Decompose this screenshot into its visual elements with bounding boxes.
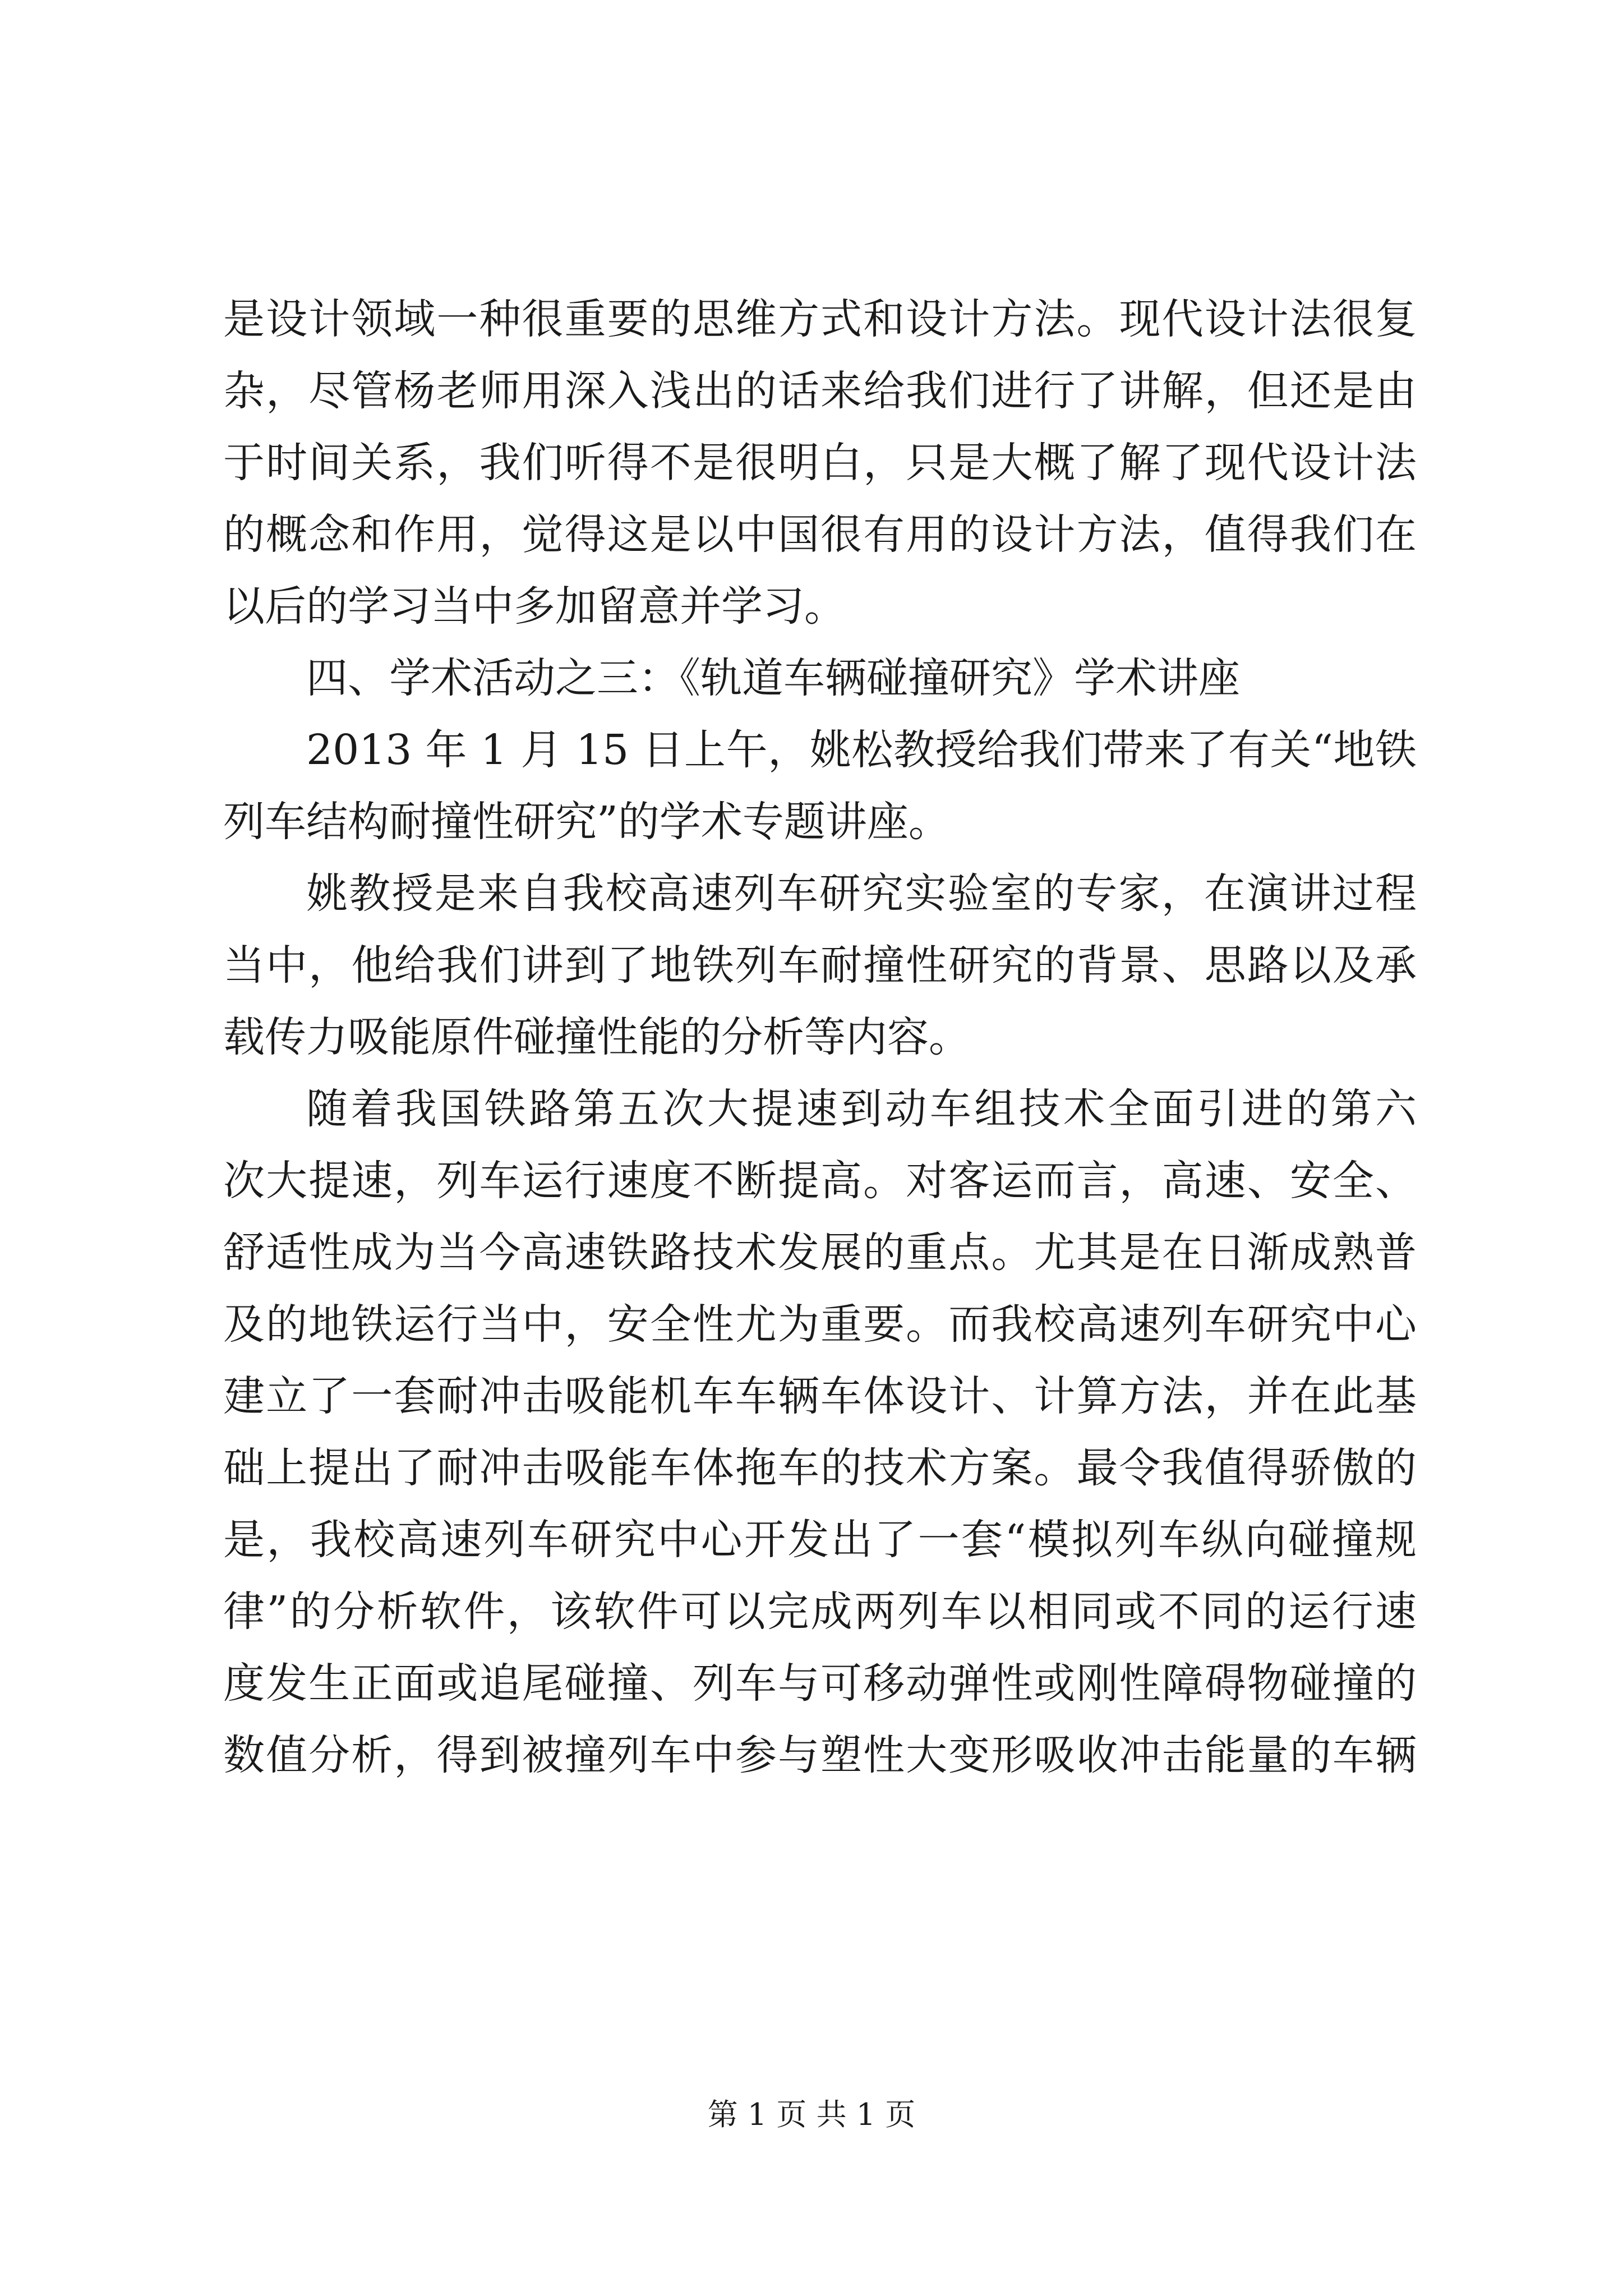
text-line: 是，我校高速列车研究中心开发出了一套“模拟列车纵向碰撞规 bbox=[223, 1516, 1417, 1564]
text-line: 次大提速，列车运行速度不断提高。对客运而言，高速、安全、 bbox=[223, 1157, 1417, 1205]
text-line: 及的地铁运行当中，安全性尤为重要。而我校高速列车研究中心 bbox=[223, 1300, 1417, 1349]
text-line: 列车结构耐撞性研究”的学术专题讲座。 bbox=[223, 798, 950, 846]
section-heading: 四、学术活动之三：《轨道车辆碰撞研究》学术讲座 bbox=[306, 654, 1240, 702]
text-line: 建立了一套耐冲击吸能机车车辆车体设计、计算方法，并在此基 bbox=[223, 1372, 1417, 1420]
text-line: 是设计领域一种很重要的思维方式和设计方法。现代设计法很复 bbox=[223, 295, 1417, 343]
text-line: 数值分析，得到被撞列车中参与塑性大变形吸收冲击能量的车辆 bbox=[223, 1731, 1417, 1779]
text-line: 以后的学习当中多加留意并学习。 bbox=[223, 582, 846, 631]
text-line: 随着我国铁路第五次大提速到动车组技术全面引进的第六 bbox=[306, 1085, 1417, 1133]
text-line: 当中，他给我们讲到了地铁列车耐撞性研究的背景、思路以及承 bbox=[223, 941, 1417, 990]
text-line: 载传力吸能原件碰撞性能的分析等内容。 bbox=[223, 1013, 970, 1061]
body-text bbox=[223, 283, 1417, 1791]
text-line: 姚教授是来自我校高速列车研究实验室的专家，在演讲过程 bbox=[306, 869, 1417, 918]
text-line: 于时间关系，我们听得不是很明白，只是大概了解了现代设计法 bbox=[223, 439, 1417, 487]
text-line: 杂，尽管杨老师用深入浅出的话来给我们进行了讲解，但还是由 bbox=[223, 367, 1417, 415]
text-line: 度发生正面或追尾碰撞、列车与可移动弹性或刚性障碍物碰撞的 bbox=[223, 1659, 1417, 1708]
text-line: 的概念和作用，觉得这是以中国很有用的设计方法，值得我们在 bbox=[223, 510, 1417, 559]
text-line: 础上提出了耐冲击吸能车体拖车的技术方案。最令我值得骄傲的 bbox=[223, 1444, 1417, 1492]
text-line: 2013 年 1 月 15 日上午，姚松教授给我们带来了有关“地铁 bbox=[306, 726, 1417, 774]
text-line: 律”的分析软件，该软件可以完成两列车以相同或不同的运行速 bbox=[223, 1588, 1417, 1636]
page-footer: 第 1 页 共 1 页 bbox=[707, 2097, 916, 2132]
text-line: 舒适性成为当今高速铁路技术发展的重点。尤其是在日渐成熟普 bbox=[223, 1228, 1417, 1277]
